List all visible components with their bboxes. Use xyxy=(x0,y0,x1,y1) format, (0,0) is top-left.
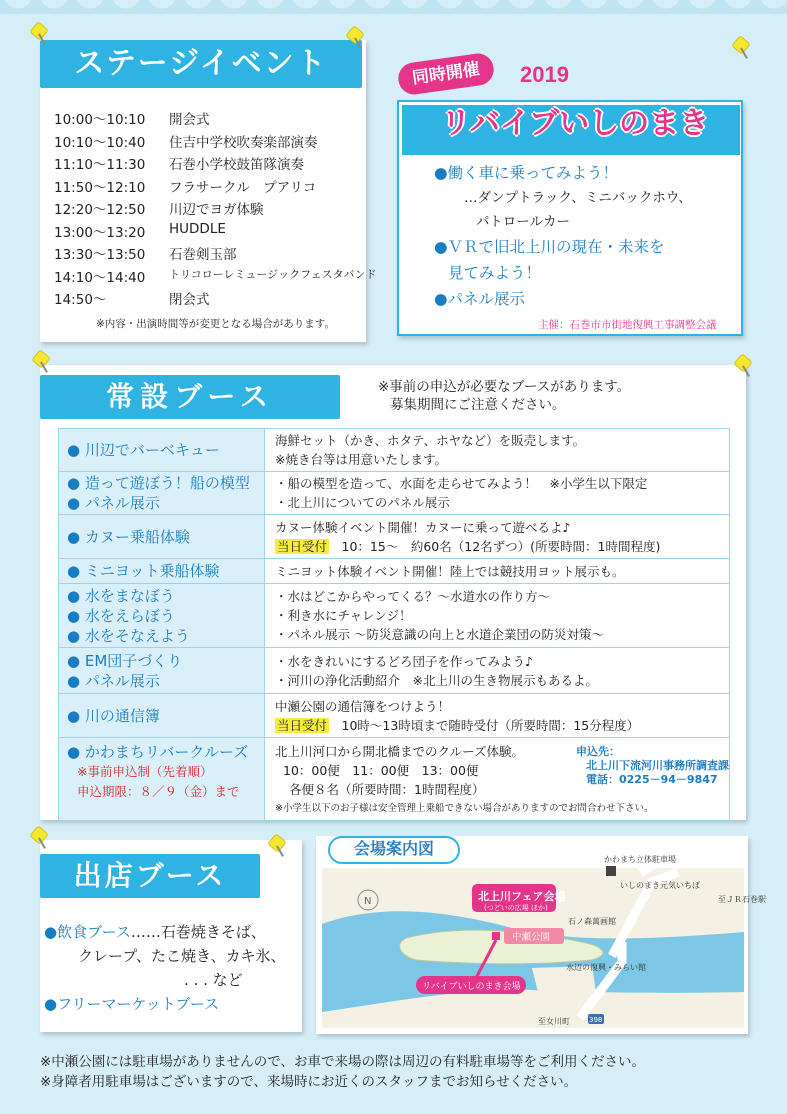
pushpin-icon xyxy=(266,836,288,858)
schedule-row xyxy=(54,176,376,199)
reservation-warning: ※事前申込制（先着順） xyxy=(77,764,213,779)
footer-note: ※中瀬公園には駐車場がありませんので、お車で来場の際は周辺の有料駐車場等をご利用ください。 xyxy=(40,1054,646,1070)
pushpin-icon xyxy=(28,24,50,46)
booth-desc: 10時〜13時頃まで随時受付（所要時間：15分程度） xyxy=(341,717,640,733)
stage-schedule xyxy=(54,108,376,311)
booth-note-line: 募集期間にご注意ください。 xyxy=(390,397,566,413)
schedule-event: 川辺でヨガ体験 xyxy=(169,202,264,218)
schedule-row xyxy=(54,108,376,131)
booth-name: ● 水をそなえよう xyxy=(67,626,190,645)
revive-item: 見てみよう！ xyxy=(448,264,542,282)
booth-name: ● カヌー乗船体験 xyxy=(67,527,190,546)
booth-desc: ・水はどこからやってくる？〜水道水の作り方〜 xyxy=(275,589,551,604)
food-item: ……石巻焼きそば、 xyxy=(130,923,266,941)
schedule-event: 閉会式 xyxy=(169,292,210,308)
booth-name: ● 造って遊ぼう！船の模型 xyxy=(67,474,250,492)
booth-desc-cell xyxy=(265,515,730,559)
food-item: クレープ、たこ焼き、カキ氷、 xyxy=(78,947,286,965)
booth-name-cell xyxy=(59,559,265,584)
contact-tel: 電話：0225－94－9847 xyxy=(586,773,718,786)
parking-label: かわまち立体駐車場 xyxy=(604,855,676,864)
booth-name: ● パネル展示 xyxy=(67,671,160,690)
revive-items xyxy=(434,160,692,312)
footer-notes xyxy=(40,1052,645,1092)
schedule-time: 11:50〜12:10 xyxy=(54,179,146,196)
booth-name: ● かわまちリバークルーズ xyxy=(67,743,249,761)
park-label: 中瀬公園 xyxy=(512,932,551,943)
deadline-warning: 申込期限：８／９（金）まで xyxy=(77,784,240,799)
pushpin-icon xyxy=(732,356,754,378)
booth-name: ● パネル展示 xyxy=(67,494,160,512)
schedule-time: 14:50〜 xyxy=(54,292,107,308)
booth-desc: ミニヨット体験イベント開催！陸上では競技用ヨット展示も。 xyxy=(275,563,625,579)
schedule-time: 10:10〜10:40 xyxy=(54,134,146,151)
table-row xyxy=(59,694,730,738)
booth-name: ● 川の通信簿 xyxy=(67,706,160,725)
booth-desc: 北上川河口から開北橋までのクルーズ体験。 xyxy=(275,744,525,759)
revive-item-sub: パトロールカー xyxy=(476,214,570,230)
booth-name: ● EM団子づくり xyxy=(67,651,183,670)
booth-desc-cell xyxy=(265,559,730,584)
schedule-time: 12:20〜12:50 xyxy=(54,202,146,218)
booth-note-line: ※事前の申込が必要なブースがあります。 xyxy=(378,379,631,395)
pushpin-icon xyxy=(730,38,752,60)
booth-name-cell xyxy=(59,584,265,648)
revive-item: ●働く車に乗ってみよう！ xyxy=(434,164,619,182)
table-row xyxy=(59,472,730,515)
concurrent-badge: 同時開催 xyxy=(396,51,496,96)
food-item: . . . など xyxy=(184,971,243,989)
contact-org: 北上川下流河川事務所調査課 xyxy=(586,759,729,772)
manga-label: 石ノ森萬画館 xyxy=(568,917,616,926)
booth-desc: 10：15〜 約60名（12名ずつ）(所要時間：1時間程度) xyxy=(341,538,661,554)
schedule-event: 石巻小学校鼓笛隊演奏 xyxy=(169,157,304,173)
contact-label: 申込先： xyxy=(576,745,620,758)
booth-desc-cell xyxy=(265,648,730,694)
schedule-row xyxy=(54,266,376,289)
schedule-row xyxy=(54,221,376,244)
venue-map xyxy=(322,842,766,1028)
schedule-event: トリコローレミュージックフェスタバンド xyxy=(169,267,377,281)
route-number: 398 xyxy=(589,1016,603,1024)
booth-desc: 10：00便 11：00便 13：00便 xyxy=(283,763,479,778)
schedule-row xyxy=(54,288,376,311)
table-row xyxy=(59,648,730,694)
booth-name: ● 水をまなぼう xyxy=(67,586,175,605)
booth-desc: ※焼き台等は用意いたします。 xyxy=(275,452,447,467)
revive-host: 主催：石巻市市街地復興工事調整会議 xyxy=(538,319,717,331)
booth-desc: ・北上川についてのパネル展示 xyxy=(275,495,450,510)
revive-item: ●パネル展示 xyxy=(434,290,526,308)
schedule-row xyxy=(54,243,376,266)
map-title: 会場案内図 xyxy=(328,836,460,864)
booth-desc: ・河川の浄化活動紹介 ※北上川の生き物展示もあるよ。 xyxy=(275,672,598,688)
schedule-row xyxy=(54,198,376,221)
ichiba-label: いしのまき元気いちば xyxy=(620,881,700,890)
booth-desc: カヌー体験イベント開催！カヌーに乗って遊べるよ♪ xyxy=(275,519,571,535)
schedule-event: 住吉中学校吹奏楽部演奏 xyxy=(169,134,318,151)
station-label: 至ＪＲ石巻駅 xyxy=(718,895,766,904)
pushpin-icon xyxy=(28,828,50,850)
stage-event-title: ステージイベント xyxy=(40,40,362,88)
food-booth-label: ●飲食ブース xyxy=(44,923,131,941)
booth-name-cell xyxy=(59,738,265,821)
booth-desc: ・利き水にチャレンジ！ xyxy=(275,608,412,623)
booth-desc: 中瀬公園の通信簿をつけよう！ xyxy=(275,698,451,714)
table-row xyxy=(59,515,730,559)
booth-title: 常設ブース xyxy=(40,375,340,419)
shop-title: 出店ブース xyxy=(40,854,260,898)
booth-name-cell xyxy=(59,694,265,738)
cruise-note: ※小学生以下のお子様は安全管理上乗船できない場合がありますのでお問合わせ下さい。 xyxy=(275,803,654,814)
schedule-row xyxy=(54,131,376,154)
booth-note xyxy=(378,378,630,414)
footer-note: ※身障者用駐車場はございますので、来場時にお近くのスタッフまでお知らせください。 xyxy=(40,1074,578,1090)
venue-label: 北上川フェア会場 xyxy=(478,890,566,903)
revive-item: ●ＶＲで旧北上川の現在・未来を xyxy=(434,238,665,256)
schedule-row xyxy=(54,153,376,176)
schedule-event: フラサークル プアリコ xyxy=(169,179,317,196)
booth-desc-cell xyxy=(265,472,730,515)
shop-items xyxy=(44,920,285,1016)
booth-name: ● 川辺でバーベキュー xyxy=(67,441,220,459)
revive-year: 2019 xyxy=(520,62,569,87)
booth-name-cell xyxy=(59,515,265,559)
same-day-badge: 当日受付 xyxy=(277,717,328,733)
pushpin-icon xyxy=(30,352,52,374)
pushpin-icon xyxy=(344,28,366,50)
booth-desc: 各便８名（所要時間：1時間程度） xyxy=(289,782,485,797)
flea-market-label: ●フリーマーケットブース xyxy=(44,995,220,1013)
onagawa-label: 至女川町 xyxy=(538,1017,570,1026)
north-label: N xyxy=(364,896,372,907)
top-wave-decoration xyxy=(0,0,787,14)
same-day-badge: 当日受付 xyxy=(277,538,328,554)
booth-name-cell xyxy=(59,648,265,694)
schedule-event: 石巻剣玉部 xyxy=(169,247,237,263)
venue-sublabel: (つどいの広場 ほか) xyxy=(484,904,548,912)
revive-item-sub: …ダンプトラック、ミニバックホウ、 xyxy=(464,190,692,206)
mizube-label: 水辺の復興・みらい館 xyxy=(566,963,646,972)
schedule-time: 10:00〜10:10 xyxy=(54,112,146,128)
schedule-time: 13:30〜13:50 xyxy=(54,247,146,263)
booth-desc-cell xyxy=(265,584,730,648)
schedule-event: 開会式 xyxy=(169,112,210,128)
venue-marker xyxy=(492,932,500,940)
revive-venue-label: リバイブいしのまき会場 xyxy=(422,982,521,992)
schedule-time: 13:00〜13:20 xyxy=(54,224,146,241)
booth-name-cell xyxy=(59,472,265,515)
schedule-event: HUDDLE xyxy=(169,220,226,237)
booth-name: ● ミニヨット乗船体験 xyxy=(67,562,220,580)
booth-desc-cell xyxy=(265,694,730,738)
booth-desc: ・水をきれいにするどろ団子を作ってみよう♪ xyxy=(275,653,533,669)
stage-note: ※内容・出演時間等が変更となる場合があります。 xyxy=(96,318,335,330)
cruise-contact xyxy=(576,745,729,787)
booth-name-cell xyxy=(59,429,265,472)
booth-desc: 海鮮セット（かき、ホタテ、ホヤなど）を販売します。 xyxy=(275,433,586,448)
revive-title: リバイブいしのまき xyxy=(440,107,710,140)
table-row xyxy=(59,429,730,472)
schedule-time: 11:10〜11:30 xyxy=(54,157,146,173)
table-row xyxy=(59,584,730,648)
schedule-time: 14:10〜14:40 xyxy=(54,269,146,286)
booth-desc-cell xyxy=(265,429,730,472)
booth-name: ● 水をえらぼう xyxy=(67,606,175,625)
table-row xyxy=(59,559,730,584)
booth-desc: ・船の模型を造って、水面を走らせてみよう！ ※小学生以下限定 xyxy=(275,476,648,491)
parking-icon xyxy=(606,866,616,876)
booth-desc: ・パネル展示 〜防災意識の向上と水道企業団の防災対策〜 xyxy=(275,627,604,642)
